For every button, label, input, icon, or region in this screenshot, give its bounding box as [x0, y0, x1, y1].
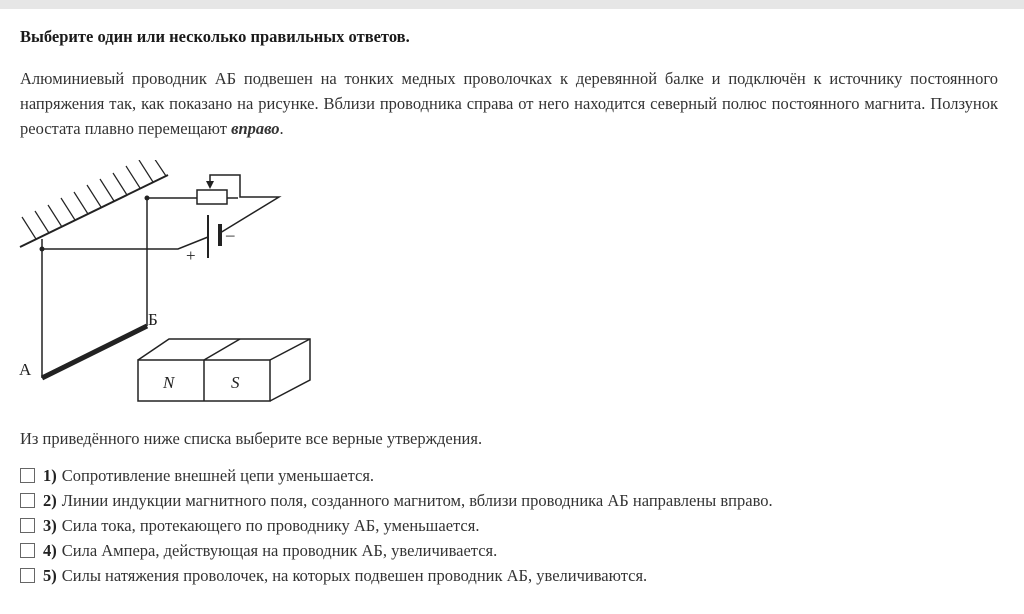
conductor-ab: [42, 326, 147, 378]
battery-plus-label: +: [186, 246, 196, 265]
magnet-n-label: N: [163, 373, 175, 392]
top-bar: [0, 0, 1024, 9]
beam-line: [20, 175, 168, 247]
option-4[interactable]: [20, 538, 773, 563]
option-1-text: Сопротивление внешней цепи уменьшается.: [61, 465, 375, 485]
rheostat-slider-arrow: [206, 181, 214, 189]
option-1[interactable]: [20, 463, 773, 488]
option-1-number: 1): [43, 465, 57, 485]
option-1-checkbox[interactable]: [20, 468, 35, 483]
circuit-wires: [42, 175, 279, 249]
option-4-checkbox[interactable]: [20, 543, 35, 558]
option-2-text: Линии индукции магнитного поля, созданного магнитом, вблизи проводника АБ направлены вправо.: [61, 490, 773, 510]
problem-emphasis: вправо: [231, 119, 280, 138]
option-5[interactable]: [20, 563, 773, 588]
option-5-text: Силы натяжения проволочек, на которых подвешен проводник АБ, увеличиваются.: [61, 565, 648, 585]
option-5-number: 5): [43, 565, 57, 585]
problem-text: Алюминиевый проводник АБ подвешен на тонких медных проволочках к деревянной балке и подключён к источнику постоянного напряжения так, как показано на рисунке. Вблизи проводника справа от него находится северный полюс постоянного магнита. Ползунок реостата плавно перемещают: [20, 69, 998, 138]
option-2-number: 2): [43, 490, 57, 510]
option-5-checkbox[interactable]: [20, 568, 35, 583]
beam-hatching: [22, 160, 166, 239]
option-3-checkbox[interactable]: [20, 518, 35, 533]
option-3[interactable]: [20, 513, 773, 538]
rheostat: [197, 190, 227, 204]
option-4-text: Сила Ампера, действующая на проводник АБ, увеличивается.: [61, 540, 498, 560]
option-2[interactable]: [20, 488, 773, 513]
problem-statement: [20, 66, 998, 141]
option-3-text: Сила тока, протекающего по проводнику АБ, уменьшается.: [61, 515, 480, 535]
problem-end: .: [279, 119, 284, 138]
option-4-number: 4): [43, 540, 57, 560]
battery-minus-label: –: [226, 225, 235, 244]
instruction-heading: Выберите один или несколько правильных ответов.: [20, 27, 410, 46]
question-prompt: Из приведённого ниже списка выберите все верные утверждения.: [20, 429, 483, 448]
magnet-s-label: S: [231, 373, 240, 392]
circuit-figure: [14, 160, 334, 410]
option-3-number: 3): [43, 515, 57, 535]
option-2-checkbox[interactable]: [20, 493, 35, 508]
label-b: Б: [148, 310, 158, 329]
answer-options: [20, 463, 773, 588]
label-a: А: [19, 360, 32, 379]
